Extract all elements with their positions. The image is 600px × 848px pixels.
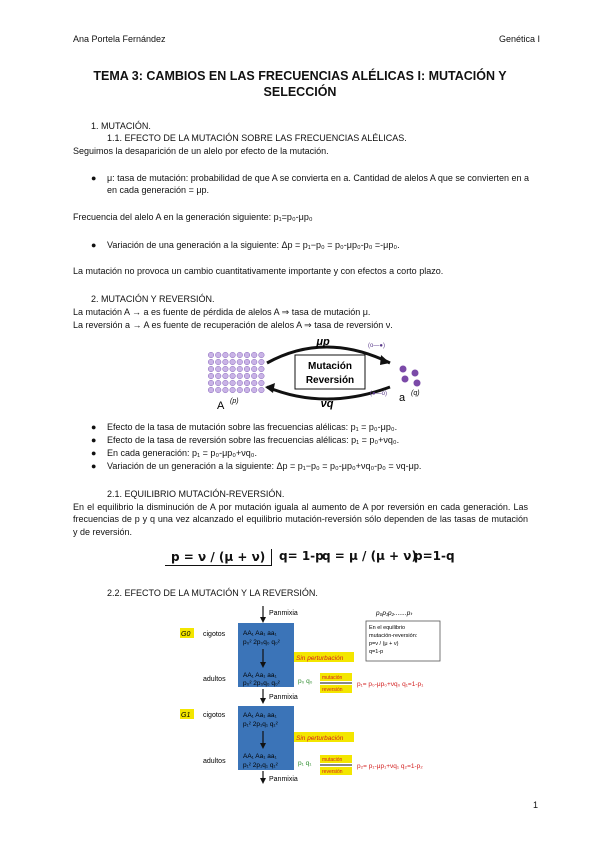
- formula-q: q = μ / (μ + ν): [322, 549, 417, 563]
- section-2-line-2: La reversión a → A es fuente de recuperación de alelos A ⇒ tasa de reversión ν.: [73, 320, 393, 330]
- allele-A-dot: [251, 366, 257, 372]
- allele-A-dot: [244, 373, 250, 379]
- formula-p: [165, 549, 272, 566]
- allele-A-dot: [237, 380, 243, 386]
- mutation-reversion-figure: [205, 333, 435, 413]
- allele-A-dot: [251, 387, 257, 393]
- allele-A-dot: [215, 387, 221, 393]
- allele-A-dot: [208, 352, 214, 358]
- sinpert-1: Sin perturbación: [296, 655, 344, 662]
- allele-A-dot: [244, 380, 250, 386]
- note-line-1: En el equilibrio: [369, 625, 406, 631]
- allele-a-dots: [400, 366, 421, 387]
- fig-nu-label: νq: [320, 398, 334, 410]
- bullet-variation: ● Variación de una generación a la siguiente: Δp = p₁−p₀ = p₀-μp₀-p₀ =-μp₀.: [91, 240, 400, 250]
- fig-label-q: (q): [411, 390, 420, 397]
- allele-A-dot: [223, 387, 229, 393]
- allele-A-dot: [259, 352, 265, 358]
- g1-genotypes: AA₁ Aa₁ aa₁: [243, 712, 277, 719]
- allele-A-dot: [259, 373, 265, 379]
- bullet-mutation-rate-text: μ: tasa de mutación: probabilidad de que A se convierta en a. Cantidad de alelos A que se convierten en a en cada generación = μp.: [107, 173, 529, 195]
- mut-1: mutación: [322, 675, 343, 681]
- p1q1-label: p₁ q₁: [298, 760, 312, 767]
- page-number: 1: [532, 800, 538, 810]
- allele-A-dot: [208, 373, 214, 379]
- sinpert-2: Sin perturbación: [296, 735, 344, 742]
- allele-A-dot: [244, 387, 250, 393]
- section-1-heading: 1. MUTACIÓN.: [91, 121, 151, 131]
- bullet-effect-mutation-text: Efecto de la tasa de mutación sobre las frecuencias alélicas: p₁ = p₀-μp₀.: [107, 422, 398, 432]
- g0-adultos-label: adultos: [203, 676, 226, 683]
- allele-A-dot: [251, 380, 257, 386]
- allele-A-dot: [208, 387, 214, 393]
- allele-A-dot: [215, 366, 221, 372]
- allele-A-dot: [230, 366, 236, 372]
- allele-A-dot: [237, 352, 243, 358]
- section-1-conclusion: La mutación no provoca un cambio cuantitativamente importante y con efectos a corto plazo.: [73, 266, 444, 276]
- result-2: p₂= p₁-μp₁+νq₁ q₂=1-p₂: [357, 763, 423, 770]
- g1-adult-genotypes: AA₁ Aa₁ aa₁: [243, 753, 277, 760]
- allele-A-dot: [215, 380, 221, 386]
- fig-label-A: A: [217, 400, 225, 412]
- bullet-each-generation-text: En cada generación: p₁ = p₀-μp₀+νq₀.: [107, 448, 258, 458]
- bullet-variation-text: Variación de una generación a la siguiente: Δp = p₁−p₀ = p₀-μp₀-p₀ =-μp₀.: [107, 240, 400, 250]
- allele-A-dot: [230, 359, 236, 365]
- fig-mu-label: μp: [316, 336, 330, 348]
- fig-small-1: (o—●): [368, 343, 385, 349]
- allele-frequency-next: Frecuencia del alelo A en la generación siguiente: p₁=p₀-μp₀: [73, 212, 313, 222]
- section-2-1-text: En el equilibrio la disminución de A por mutación iguala al aumento de A por reversión en cada generación. Las frecuencias de p y q una vez alcanzado el equilibrio mutación-reversión sólo dependen de las tasas de mutación y de reversión.: [73, 502, 528, 537]
- section-2-heading: 2. MUTACIÓN Y REVERSIÓN.: [91, 294, 215, 304]
- fig-mutacion-label: Mutación: [308, 361, 352, 372]
- formula-p-text: p = ν / (μ + ν): [165, 549, 272, 566]
- title-line-2: SELECCIÓN: [263, 85, 337, 99]
- allele-A-dot: [244, 359, 250, 365]
- section-1-1-heading: 1.1. EFECTO DE LA MUTACIÓN SOBRE LAS FRECUENCIAS ALÉLICAS.: [107, 133, 407, 143]
- section-2-line-1: La mutación A → a es fuente de pérdida de alelos A ⇒ tasa de mutación μ.: [73, 307, 371, 317]
- allele-A-dot: [208, 380, 214, 386]
- g0-frequencies: p₀² 2p₀q₀ q₀²: [243, 639, 280, 646]
- allele-A-dots: [208, 352, 264, 393]
- allele-A-dot: [251, 373, 257, 379]
- g0-adult-genotypes: AA₁ Aa₁ aa₁: [243, 672, 277, 679]
- note-line-2: mutación-reversión:: [369, 633, 418, 639]
- result-1: p₁= p₀-μp₀+νq₀ q₁=1-p₁: [357, 681, 424, 688]
- section-1-intro: Seguimos la desaparición de un alelo por efecto de la mutación.: [73, 146, 329, 156]
- bullet-variation-generation: ● Variación de un generación a la siguiente: Δp = p₁−p₀ = p₀-μp₀+νq₀-p₀ = νq-μp.: [91, 461, 422, 471]
- fig-small-2: (●—o): [370, 391, 387, 397]
- allele-A-dot: [223, 359, 229, 365]
- bullet-mutation-rate: ● μ: tasa de mutación: probabilidad de que A se convierta en a. Cantidad de alelos A que se convierten en a en cada generación = μp.: [91, 173, 529, 195]
- allele-A-dot: [259, 387, 265, 393]
- panmixia-label-2: Panmixia: [269, 694, 298, 701]
- allele-A-dot: [223, 352, 229, 358]
- note-series: p₀p₁p₂.......pₜ: [376, 610, 413, 617]
- allele-A-dot: [208, 359, 214, 365]
- bullet-effect-reversion: ● Efecto de la tasa de reversión sobre las frecuencias alélicas: p₁ = p₀+νq₀.: [91, 435, 400, 445]
- section-2-2-heading: 2.2. EFECTO DE LA MUTACIÓN Y LA REVERSIÓN.: [107, 588, 318, 598]
- fig-reversion-label: Reversión: [305, 375, 355, 386]
- g1-label: G1: [181, 712, 191, 719]
- note-line-3: p=ν / (μ + ν): [369, 641, 399, 647]
- allele-A-dot: [259, 366, 265, 372]
- g0-label: G0: [181, 631, 191, 638]
- g1-adult-frequencies: p₁² 2p₁q₁ q₁²: [243, 762, 278, 769]
- note-line-4: q=1-p: [369, 649, 384, 655]
- allele-A-dot: [251, 352, 257, 358]
- allele-A-dot: [230, 352, 236, 358]
- allele-A-dot: [244, 366, 250, 372]
- panmixia-label-1: Panmixia: [269, 610, 298, 617]
- allele-A-dot: [237, 387, 243, 393]
- header-subject: Genética I: [498, 34, 540, 44]
- allele-A-dot: [230, 387, 236, 393]
- allele-A-dot: [259, 380, 265, 386]
- formula-p-1mq: p=1-q: [414, 549, 455, 563]
- bullet-effect-mutation: ● Efecto de la tasa de mutación sobre las frecuencias alélicas: p₁ = p₀-μp₀.: [91, 422, 398, 432]
- g0-cigotos-label: cigotos: [203, 631, 226, 638]
- header-author: Ana Portela Fernández: [73, 34, 166, 44]
- allele-A-dot: [237, 373, 243, 379]
- allele-A-dot: [237, 366, 243, 372]
- document-title: [80, 68, 520, 100]
- panmixia-label-3: Panmixia: [269, 776, 298, 783]
- section-2-1-heading: 2.1. EQUILIBRIO MUTACIÓN-REVERSIÓN.: [107, 489, 285, 499]
- generations-diagram: [170, 603, 550, 788]
- formula-q-1mp: q= 1-p: [279, 549, 324, 563]
- bullet-effect-reversion-text: Efecto de la tasa de reversión sobre las frecuencias alélicas: p₁ = p₀+νq₀.: [107, 435, 400, 445]
- p0q0-label: p₀ q₀: [298, 678, 313, 685]
- allele-A-dot: [215, 352, 221, 358]
- title-line-1: TEMA 3: CAMBIOS EN LAS FRECUENCIAS ALÉLICAS I: MUTACIÓN Y: [93, 69, 507, 83]
- allele-A-dot: [208, 366, 214, 372]
- allele-A-dot: [244, 352, 250, 358]
- allele-A-dot: [215, 373, 221, 379]
- allele-A-dot: [237, 359, 243, 365]
- allele-A-dot: [223, 373, 229, 379]
- g1-adultos-label: adultos: [203, 758, 226, 765]
- g1-frequencies: p₁² 2p₁q₁ q₁²: [243, 721, 278, 728]
- allele-A-dot: [223, 366, 229, 372]
- allele-A-dot: [230, 373, 236, 379]
- g0-genotypes: AA₁ Aa₁ aa₁: [243, 630, 277, 637]
- fig-label-a: a: [399, 392, 406, 404]
- fig-label-p: (p): [230, 398, 239, 405]
- allele-A-dot: [223, 380, 229, 386]
- bullet-each-generation: ● En cada generación: p₁ = p₀-μp₀+νq₀.: [91, 448, 258, 458]
- allele-A-dot: [230, 380, 236, 386]
- mut-2: mutación: [322, 757, 343, 763]
- allele-A-dot: [251, 359, 257, 365]
- g1-cigotos-label: cigotos: [203, 712, 226, 719]
- allele-A-dot: [215, 359, 221, 365]
- rev-1: reversión: [322, 687, 343, 693]
- bullet-variation-generation-text: Variación de un generación a la siguiente: Δp = p₁−p₀ = p₀-μp₀+νq₀-p₀ = νq-μp.: [107, 461, 422, 471]
- rev-2: reversión: [322, 769, 343, 775]
- allele-A-dot: [259, 359, 265, 365]
- g0-adult-frequencies: p₀² 2p₀q₀ q₀²: [243, 680, 280, 687]
